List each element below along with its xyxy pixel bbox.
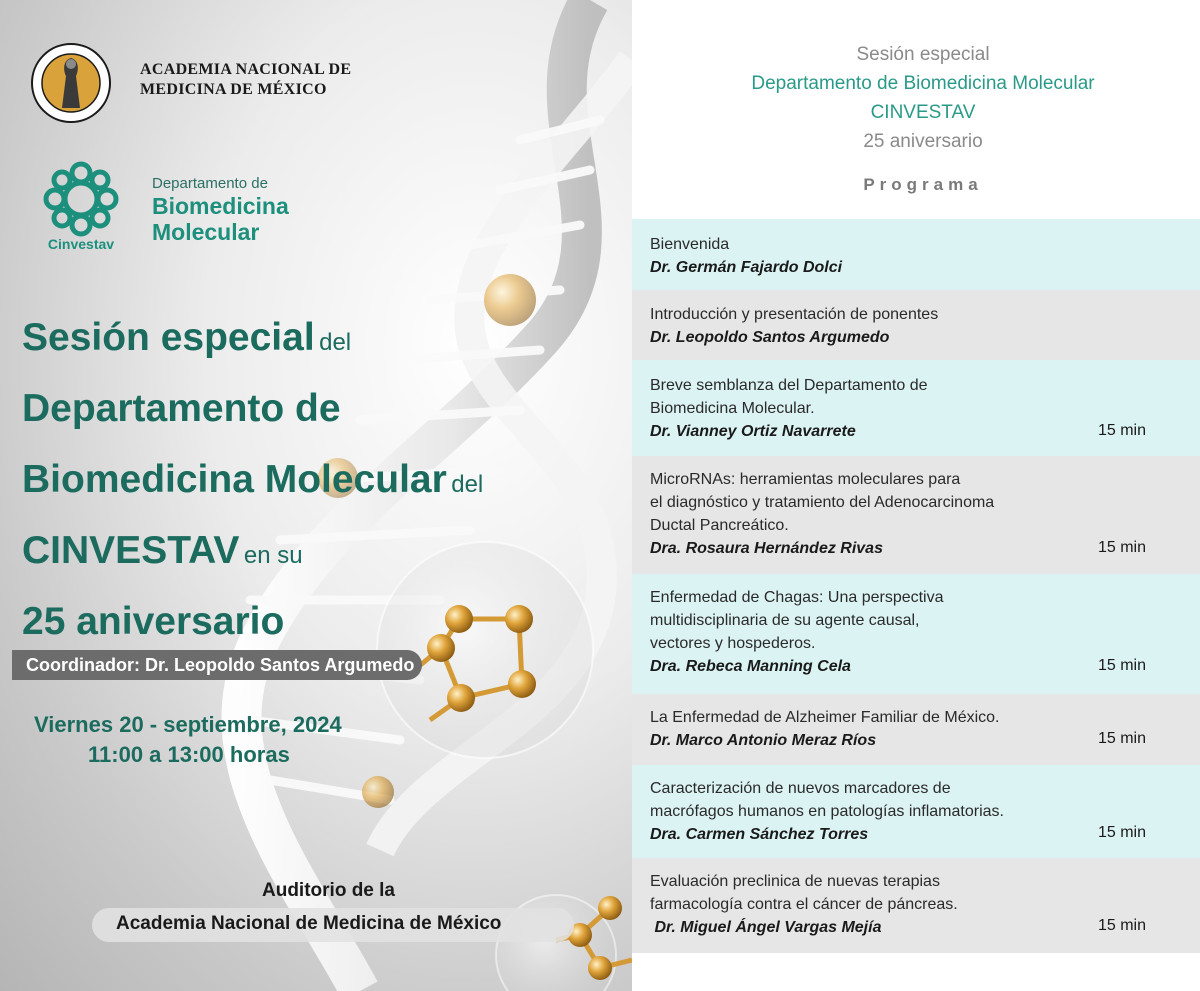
program-item-duration: 15 min xyxy=(1097,730,1146,747)
program-panel xyxy=(632,0,1200,991)
academia-seal-logo xyxy=(30,42,112,124)
program-item xyxy=(632,456,1200,574)
program-item-topic: el diagnóstico y tratamiento del Adenocarcinoma xyxy=(650,494,995,511)
program-item-topic: Breve semblanza del Departamento de xyxy=(650,377,928,394)
program-item-topic: Biomedicina Molecular. xyxy=(650,400,815,417)
dept-big-line2: Molecular xyxy=(152,219,260,245)
poster-title xyxy=(22,306,622,661)
program-item-topic: Caracterización de nuevos marcadores de xyxy=(650,780,951,797)
program-item xyxy=(632,290,1200,360)
program-item-duration: 15 min xyxy=(1097,422,1146,439)
dept-small-label: Departamento de xyxy=(152,175,268,192)
title-line1-small: del xyxy=(319,329,352,356)
program-item-speaker: Dr. Miguel Ángel Vargas Mejía xyxy=(650,919,882,936)
title-line3-bold: Biomedicina Molecular xyxy=(22,458,447,501)
academia-name-line1: ACADEMIA NACIONAL DE xyxy=(140,61,352,78)
program-item-topic: Enfermedad de Chagas: Una perspectiva xyxy=(650,589,944,606)
academia-name-line2: MEDICINA DE MÉXICO xyxy=(140,81,327,98)
program-item-topic: MicroRNAs: herramientas moleculares para xyxy=(650,471,961,488)
venue-line2: Academia Nacional de Medicina de México xyxy=(116,913,502,934)
title-line4-bold: CINVESTAV xyxy=(22,529,240,572)
dept-big-line1: Biomedicina xyxy=(152,193,289,219)
program-item xyxy=(632,574,1200,694)
program-item-duration: 15 min xyxy=(1097,824,1146,841)
title-line1-bold: Sesión especial xyxy=(22,316,315,359)
program-item-speaker: Dr. Vianney Ortiz Navarrete xyxy=(650,423,856,440)
program-item-speaker: Dra. Rebeca Manning Cela xyxy=(650,658,851,675)
program-item-topic: La Enfermedad de Alzheimer Familiar de México. xyxy=(650,709,1000,726)
program-heading: Programa xyxy=(863,175,983,194)
program-item xyxy=(632,360,1200,456)
title-line5: 25 aniversario xyxy=(22,600,285,643)
dept-big-label xyxy=(152,193,352,245)
program-item-duration: 15 min xyxy=(1097,539,1146,556)
academia-name xyxy=(140,60,400,100)
title-line4-small: en su xyxy=(243,542,303,569)
program-item-speaker: Dr. Germán Fajardo Dolci xyxy=(650,259,843,276)
program-header-institution: CINVESTAV xyxy=(870,102,976,123)
title-line3-small: del xyxy=(451,471,484,498)
event-time: 11:00 a 13:00 horas xyxy=(88,742,290,767)
title-line2: Departamento de xyxy=(22,387,341,430)
program-item-topic: macrófagos humanos en patologías inflamatorias. xyxy=(650,803,1004,820)
program-item-speaker: Dr. Marco Antonio Meraz Ríos xyxy=(650,732,877,749)
program-item-topic: Introducción y presentación de ponentes xyxy=(650,306,939,323)
program-item xyxy=(632,765,1200,858)
program-header-session: Sesión especial xyxy=(856,44,990,65)
program-item-topic: farmacología contra el cáncer de páncreas. xyxy=(650,896,958,913)
event-date: Viernes 20 - septiembre, 2024 xyxy=(34,712,342,737)
program-item xyxy=(632,858,1200,953)
program-item-topic: Ductal Pancreático. xyxy=(650,517,789,534)
program-item-speaker: Dr. Leopoldo Santos Argumedo xyxy=(650,329,890,346)
program-item-topic: multidisciplinaria de su agente causal, xyxy=(650,612,920,629)
program-item-duration: 15 min xyxy=(1097,917,1146,934)
program-item-topic: vectores y hospederos. xyxy=(650,635,816,652)
program-item-topic: Bienvenida xyxy=(650,236,730,253)
program-item xyxy=(632,219,1200,290)
program-item xyxy=(632,694,1200,765)
coordinator-banner: Coordinador: Dr. Leopoldo Santos Argumedo xyxy=(12,650,422,680)
program-item-topic: Evaluación preclinica de nuevas terapias xyxy=(650,873,940,890)
venue-line1: Auditorio de la xyxy=(262,880,395,901)
program-item-speaker: Dra. Carmen Sánchez Torres xyxy=(650,826,869,843)
program-header-department: Departamento de Biomedicina Molecular xyxy=(751,73,1095,94)
program-item-speaker: Dra. Rosaura Hernández Rivas xyxy=(650,540,883,557)
program-header-anniversary: 25 aniversario xyxy=(863,131,983,152)
program-item-duration: 15 min xyxy=(1097,657,1146,674)
cinvestav-label: Cinvestav xyxy=(47,236,115,252)
